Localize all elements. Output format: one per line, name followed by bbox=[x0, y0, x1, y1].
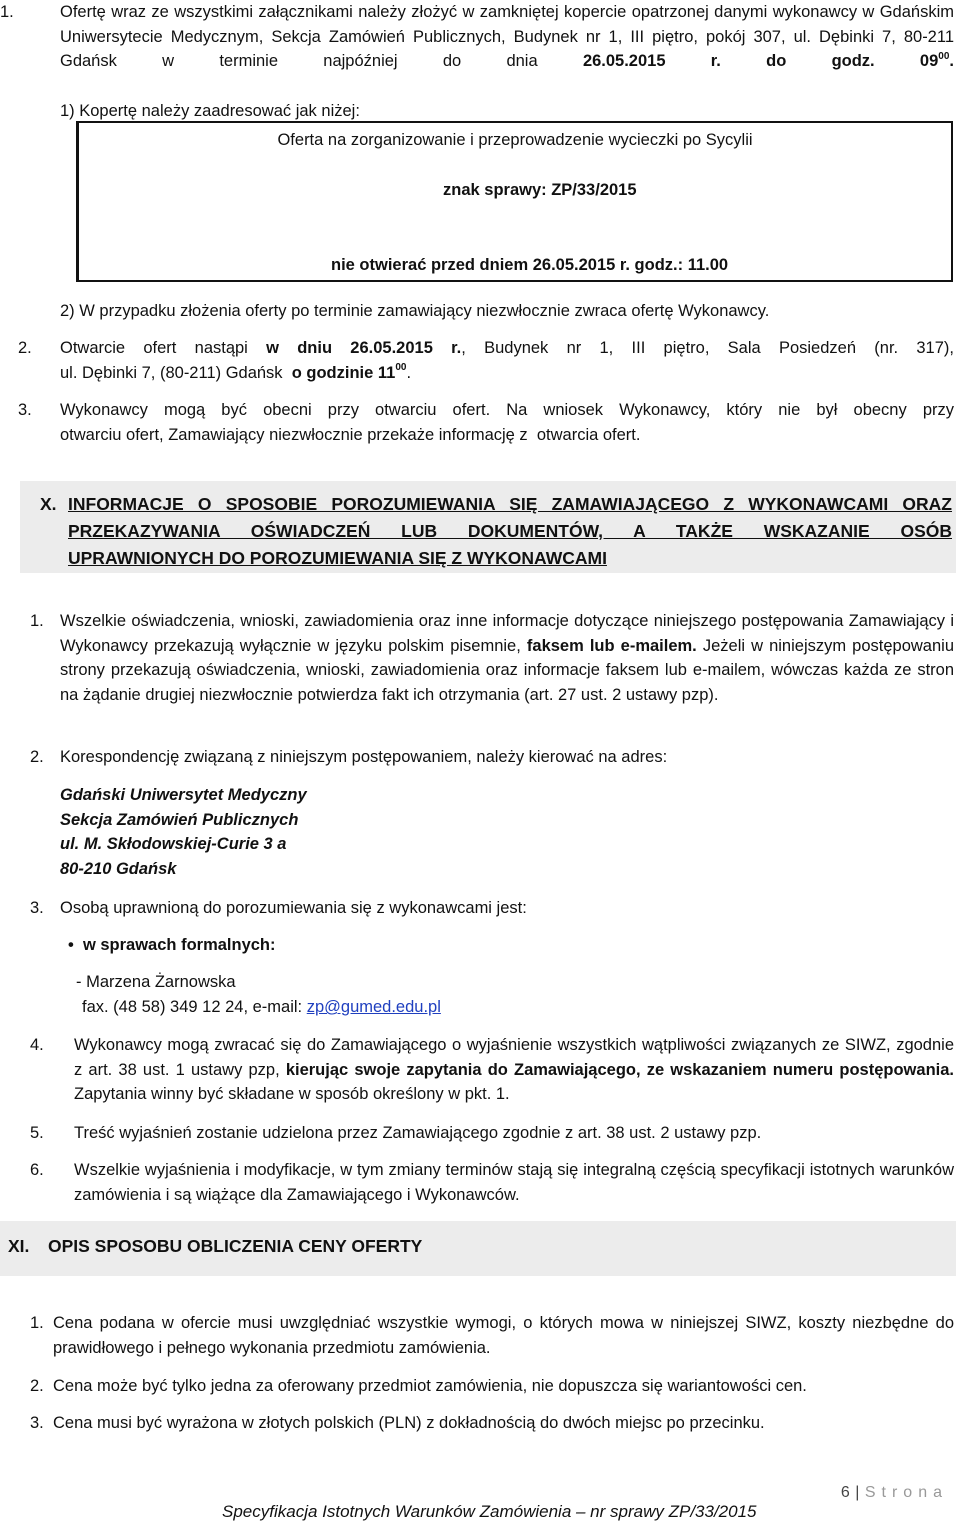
contact-details: fax. (48 58) 349 12 24, e-mail: zp@gumed.edu.pl bbox=[82, 998, 441, 1016]
section-x-title-line1: INFORMACJE O SPOSOBIE POROZUMIEWANIA SIĘ ZAMAWIAJĄCEGO Z WYKONAWCAMI ORAZ bbox=[68, 494, 952, 514]
item1-deadline: 26.05.2015 r. do godz. $09^{00}$. bbox=[582, 50, 954, 70]
x3-paragraph: Osobą uprawnioną do porozumiewania się z wykonawcami jest: bbox=[60, 899, 527, 917]
bullet-icon: • bbox=[68, 936, 74, 954]
item-number: 5. bbox=[30, 1124, 44, 1142]
section-x-title-line3: UPRAWNIONYCH DO POROZUMIEWANIA SIĘ Z WYKONAWCAMI bbox=[68, 548, 607, 568]
envelope-case-number: znak sprawy: ZP/33/2015 bbox=[443, 181, 637, 199]
item3-paragraph: Wykonawcy mogą być obecni przy otwarciu ofert. Na wniosek Wykonawcy, który nie był obecny przy bbox=[60, 401, 954, 419]
item-number: 1. bbox=[30, 612, 44, 630]
item-number: 2. bbox=[18, 339, 32, 357]
item-number: 2. bbox=[30, 748, 44, 766]
xi3-paragraph: Cena musi być wyrażona w złotych polskich (PLN) z dokładnością do dwóch miejsc po przecinku. bbox=[53, 1414, 765, 1432]
item2-paragraph: Otwarcie ofert nastąpi w dniu 26.05.2015 r., Budynek nr 1, III piętro, Sala Posiedzeń (nr. 317), ul. Dębinki 7, (80-211) Gdańsk o godzinie $11^{00}$. bbox=[60, 339, 954, 382]
late-offer-note: 2) W przypadku złożenia oferty po terminie zamawiający niezwłocznie zwraca ofertę Wykonawcy. bbox=[60, 302, 770, 320]
address-block bbox=[60, 783, 307, 881]
item-number: 3. bbox=[30, 899, 44, 917]
section-xi-heading bbox=[0, 1221, 956, 1276]
item-number: 1. bbox=[30, 1314, 44, 1332]
section-x-number: X. bbox=[40, 494, 57, 514]
xi2-paragraph: Cena może być tylko jedna za oferowany przedmiot zamówienia, nie dopuszcza się wariantowości cen. bbox=[53, 1377, 807, 1395]
x2-paragraph: Korespondencję związaną z niniejszym postępowaniem, należy kierować na adres: bbox=[60, 748, 668, 766]
section-xi-number: XI. bbox=[8, 1236, 30, 1256]
item-number: 2. bbox=[30, 1377, 44, 1395]
item3-continuation: otwarciu ofert, Zamawiający niezwłocznie przekaże informację z otwarcia ofert. bbox=[60, 426, 641, 444]
item1-paragraph bbox=[60, 0, 954, 74]
section-x-title-line2: PRZEKAZYWANIA OŚWIADCZEŃ LUB DOKUMENTÓW, A TAKŻE WSKAZANIE OSÓB bbox=[68, 521, 952, 541]
bullet-formal: • w sprawach formalnych: bbox=[68, 936, 276, 954]
x4-paragraph: Wykonawcy mogą zwracać się do Zamawiającego o wyjaśnienie wszystkich wątpliwości związanych ze SIWZ, zgodnie z art. 38 ust. 1 ustawy pzp, kierując swoje zapytania do Zamawiającego, ze wskazaniem numeru postępowania. Zapytania winny być składane w sposób określony w pkt. 1. bbox=[74, 1036, 954, 1103]
address-line: ul. M. Skłodowskiej-Curie 3 a bbox=[60, 835, 287, 853]
opening-time: o godzinie $11^{00}$ bbox=[291, 362, 407, 382]
section-x-heading bbox=[20, 481, 956, 573]
envelope-title: Oferta na zorganizowanie i przeprowadzenie wycieczki po Sycylii bbox=[277, 131, 753, 149]
address-line: Gdański Uniwersytet Medyczny bbox=[60, 786, 307, 804]
item-number: 3. bbox=[18, 401, 32, 419]
footer-spec-text: Specyfikacja Istotnych Warunków Zamówienia – nr sprawy ZP/33/2015 bbox=[222, 1502, 757, 1521]
x6-paragraph: Wszelkie wyjaśnienia i modyfikacje, w tym zmiany terminów stają się integralną częścią specyfikacji istotnych warunków zamówienia i są wiążące dla Zamawiającego i Wykonawców. bbox=[74, 1161, 954, 1204]
page-number: 6 | Strona bbox=[840, 1484, 948, 1501]
address-line: 80-210 Gdańsk bbox=[60, 859, 177, 878]
contact-person: - Marzena Żarnowska bbox=[76, 973, 236, 991]
item1-text: Ofertę wraz ze wszystkimi załącznikami należy złożyć w zamkniętej kopercie opatrzonej danymi wykonawcy w Gdańskim Uniwersytecie Medycznym, Sekcja Zamówień Publicznych, Budynek nr 1, III piętro, pokój 307, ul. Dębinki 7, 80-211 Gdańsk w terminie najpóźniej do dnia bbox=[60, 3, 954, 70]
email-link[interactable]: zp@gumed.edu.pl bbox=[306, 998, 441, 1016]
item-number: 3. bbox=[30, 1414, 44, 1432]
item-number: 1. bbox=[0, 3, 14, 21]
envelope-open-date: nie otwierać przed dniem 26.05.2015 r. godz.: 11.00 bbox=[331, 256, 729, 274]
x5-paragraph: Treść wyjaśnień zostanie udzielona przez Zamawiającego zgodnie z art. 38 ust. 2 ustawy pzp. bbox=[74, 1124, 762, 1142]
envelope-instruction: 1) Kopertę należy zaadresować jak niżej: bbox=[60, 102, 360, 120]
address-line: Sekcja Zamówień Publicznych bbox=[60, 810, 299, 829]
item-number: 4. bbox=[30, 1036, 44, 1054]
xi1-paragraph: Cena podana w ofercie musi uwzględniać wszystkie wymogi, o których mowa w niniejszej SIWZ, koszty niezbędne do prawidłowego i pełnego wykonania przedmiotu zamówienia. bbox=[53, 1314, 954, 1357]
item-number: 6. bbox=[30, 1161, 44, 1179]
section-xi-title: OPIS SPOSOBU OBLICZENIA CENY OFERTY bbox=[48, 1236, 423, 1256]
envelope-label-box bbox=[76, 121, 953, 282]
x1-paragraph: Wszelkie oświadczenia, wnioski, zawiadomienia oraz inne informacje dotyczące niniejszego postępowania Zamawiający i Wykonawcy przekazują wyłącznie w języku polskim pisemnie, faksem lub e-mailem. Jeżeli w niniejszym postępowaniu strony przekazują oświadczenia, wnioski, zawiadomienia oraz informacje faksem lub e-mailem, wówczas każda ze stron na żądanie drugiej niezwłocznie potwierdza fakt ich otrzymania (art. 27 ust. 2 ustawy pzp). bbox=[60, 612, 955, 704]
